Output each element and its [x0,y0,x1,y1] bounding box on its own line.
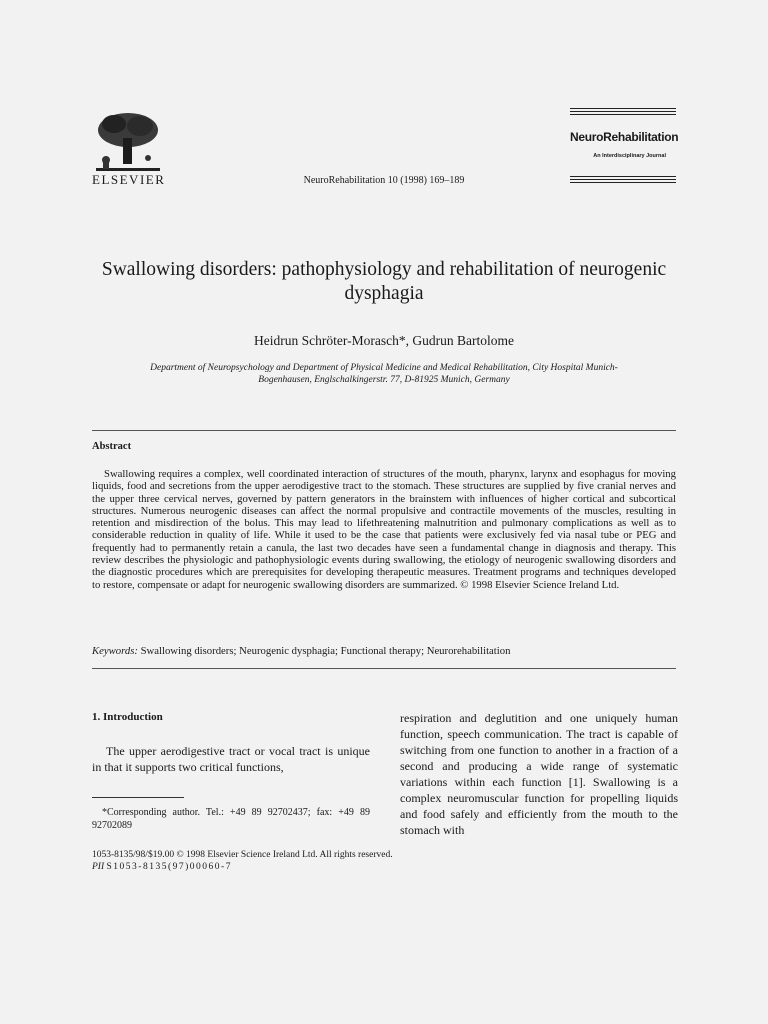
journal-bottom-rules [570,176,676,185]
intro-paragraph-right: respiration and deglutition and one uniquely human function, speech communication. The tract is capable of switching from one function to another in a fraction of a second and producing a wide range of systematic variations within each function [1]. Swallowing is a complex neuromuscular function for propelling liquids and food safely and efficiently from the mouth to the stomach with [400,711,678,837]
journal-top-rules [570,108,676,117]
abstract-body: Swallowing requires a complex, well coordinated interaction of structures of the mouth, pharynx, larynx and esophagus for moving liquids, food and secretions from the upper aerodigestive tract to the stomach. These structures are supplied by five cranial nerves and the upper three cervical nerves, governed by pattern generators in the brainstem with influences of higher cortical and subcortical structures. Numerous neurogenic diseases can affect the normal propulsive and contractile movements of the muscles, resulting in retention and misdirection of the bolus. This may lead to lifethreatening malnutrition and pulmonary complications as well as to considerable reduction in quality of life. While it used to be the case that patients were exclusively fed via nasal tube or PEG and frequently had to permanently retain a canula, the last two decades have seen a fundamental change in diagnosis and therapy. This review describes the physiologic and pathophysiologic events during swallowing, the etiology of neurogenic swallowing disorders and the diagnostic procedures which are prerequisites for developing therapeutic measures. Treatment programs and techniques developed to restore, compensate or adapt for neurogenic swallowing disorders are summarized. © 1998 Elsevier Science Ireland Ltd. [92,468,676,591]
divider [92,668,676,669]
intro-paragraph-left: The upper aerodigestive tract or vocal tract is unique in that it supports two critical functions, [92,744,370,774]
article-authors: Heidrun Schröter-Morasch*, Gudrun Bartolome [254,333,514,348]
article-title: Swallowing disorders: pathophysiology and rehabilitation of neurogenic dysphagia [101,259,667,304]
keywords-label: Keywords: [92,645,138,657]
pii-line [92,861,393,873]
journal-citation: NeuroRehabilitation 10 (1998) 169–189 [303,175,465,186]
author-affiliation: Department of Neuropsychology and Department of Physical Medicine and Medical Rehabilitation, City Hospital Munich-Bogenhausen, Englschalkingerstr. 77, D-81925 Munich, Germany [150,363,618,385]
elsevier-tree-logo-icon [92,110,164,172]
publisher-name: ELSEVIER [92,172,166,187]
copyright-line: 1053-8135/98/$19.00 © 1998 Elsevier Science Ireland Ltd. All rights reserved. [92,850,393,860]
section-heading: 1. Introduction [92,711,163,723]
copyright-footer [92,849,393,873]
footnote: *Corresponding author. Tel.: +49 89 92702437; fax: +49 89 92702089 [92,807,370,831]
keywords-line [92,645,676,657]
abstract-heading: Abstract [92,441,132,452]
keywords-list: Swallowing disorders; Neurogenic dysphagia; Functional therapy; Neurorehabilitation [140,645,511,657]
journal-name: NeuroRehabilitation [570,130,679,144]
journal-subtitle: An Interdisciplinary Journal [593,153,666,159]
pii-label: PII [92,862,105,872]
divider [92,430,676,431]
footnote-rule [92,797,184,798]
pii-value: S1053-8135(97)00060-7 [106,862,232,872]
